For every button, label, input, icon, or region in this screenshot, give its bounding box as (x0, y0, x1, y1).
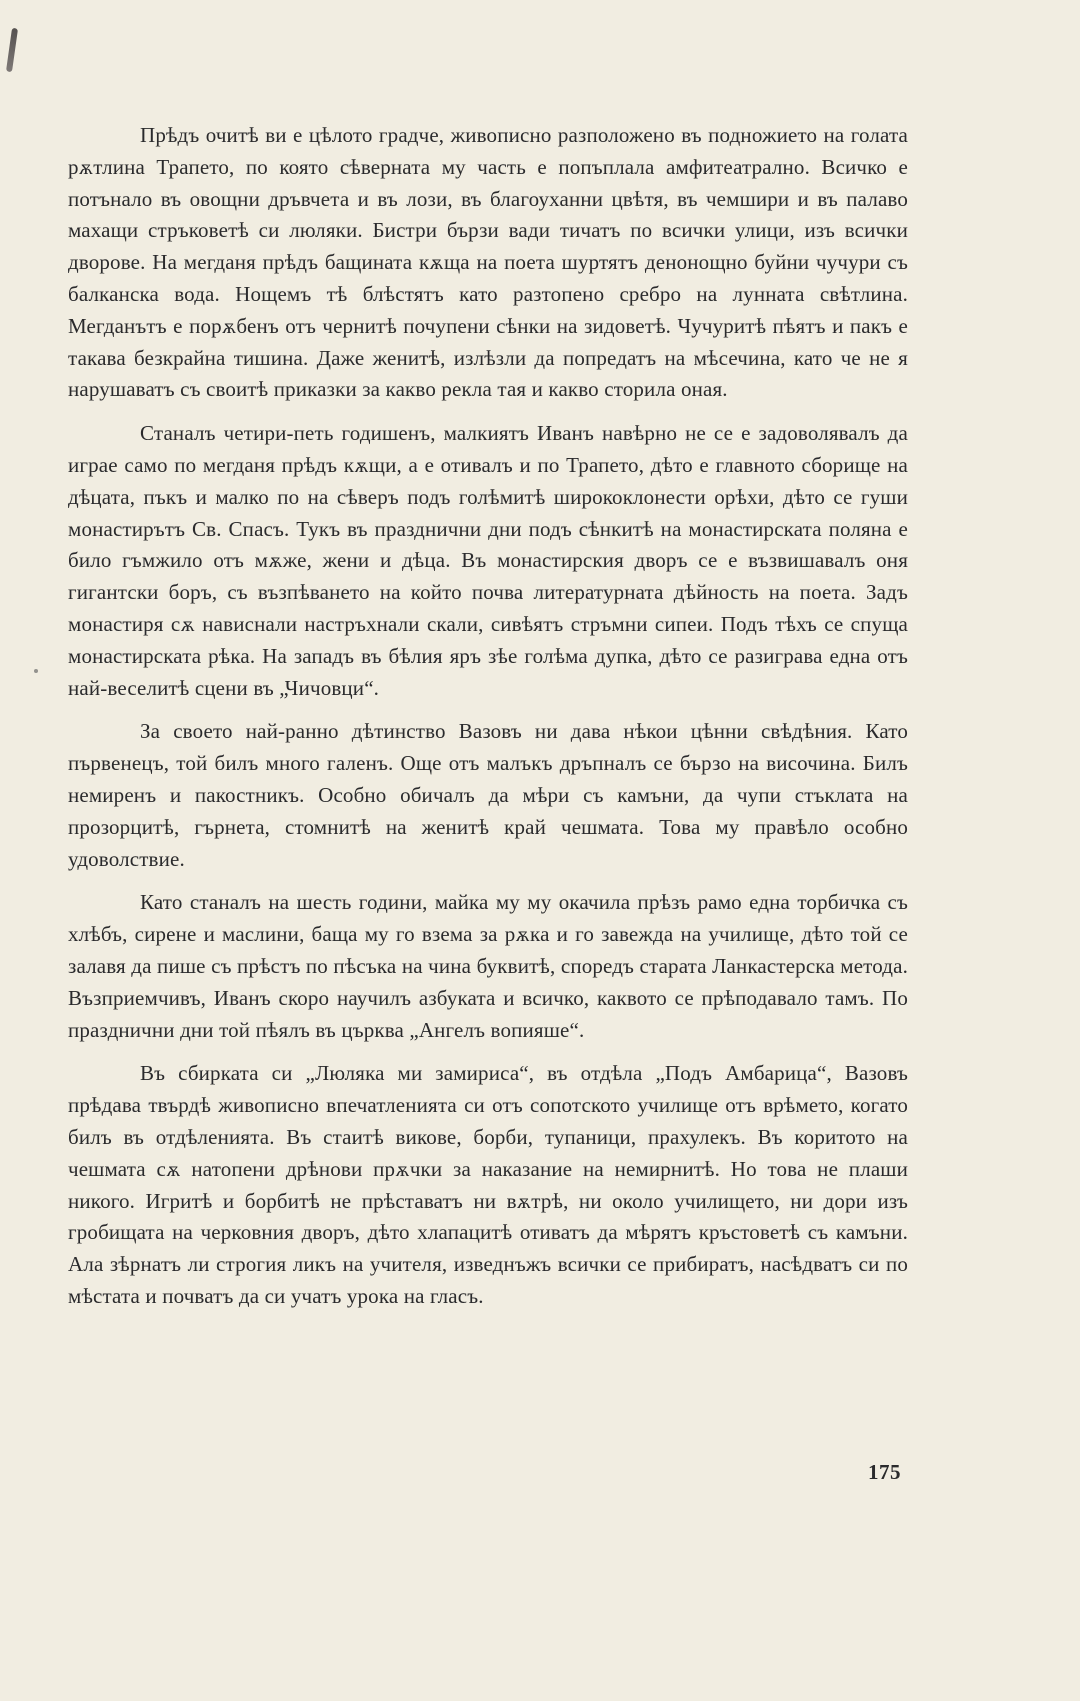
paragraph-3: За своето най-ранно дѣтинство Вазовъ ни дава нѣкои цѣнни свѣдѣния. Като първенецъ, той билъ много галенъ. Още отъ малъкъ дръпналъ се бързо на височина. Билъ немиренъ и пакостникъ. Особно обичалъ да мѣри съ камъни, да чупи стъклата на прозорцитѣ, гърнета, стомнитѣ на женитѣ край чешмата. Това му правѣло особно удоволствие. (68, 719, 908, 871)
margin-dot (34, 669, 38, 673)
body-text (68, 120, 908, 1325)
corner-ink-mark (6, 28, 18, 72)
page-number: 175 (868, 1460, 901, 1484)
paragraph-4: Като станалъ на шесть години, майка му му окачила прѣзъ рамо една торбичка съ хлѣбъ, сирене и маслини, баща му го взема за рѫка и го завежда на училище, дѣто той се залавя да пише съ прѣстъ по пѣсъка на чина буквитѣ, споредъ старата Ланкастерска метода. Възприемчивъ, Иванъ скоро научилъ азбуката и всичко, каквото се прѣподавало тамъ. По празднични дни той пѣялъ въ църква „Ангелъ вопияше“. (68, 890, 908, 1042)
paragraph-1: Прѣдъ очитѣ ви е цѣлото градче, живописно разположено въ подножието на голата рѫтлина Трапето, по която сѣверната му часть е попъплала амфитеатрално. Всичко е потънало въ овощни дръвчета и въ лози, въ благоуханни цвѣтя, въ чемшири и въ палаво махащи стръковетѣ си люляки. Бистри бързи вади тичатъ по всички улици, изъ всички дворове. На мегданя прѣдъ бащината кѫща на поета шуртятъ денонощно буйни чучури съ балканска вода. Нощемъ тѣ блѣстятъ като разтопено сребро на лунната свѣтлина. Мегданътъ е порѫбенъ отъ чернитѣ почупени сѣнки на зидоветѣ. Чучуритѣ пѣятъ и пакъ е такава безкрайна тишина. Даже женитѣ, излѣзли да попредатъ на мѣсечина, като че не я нарушаватъ съ своитѣ приказки за какво рекла тая и какво сторила оная. (68, 123, 908, 402)
paragraph-5: Въ сбирката си „Люляка ми замириса“, въ отдѣла „Подъ Амбарица“, Вазовъ прѣдава твърдѣ живописно впечатленията си отъ сопотското училище отъ врѣмето, когато билъ въ отдѣленията. Въ стаитѣ викове, борби, тупаници, прахулекъ. Въ коритото на чешмата сѫ натопени дрѣнови прѫчки за наказание на немирнитѣ. Но това не плаши никого. Игритѣ и борбитѣ не прѣставатъ ни вѫтрѣ, ни около училището, ни дори изъ гробищата на черковния дворъ, дѣто хлапацитѣ отиватъ да мѣрятъ кръстоветѣ съ камъни. Ала зѣрнатъ ли строгия ликъ на учителя, изведнъжъ всички се прибиратъ, насѣдватъ си по мѣстата и почватъ да си учатъ урока на гласъ. (68, 1061, 908, 1308)
paragraph-2: Станалъ четири-петь годишенъ, малкиятъ Иванъ навѣрно не се е задоволявалъ да играе само по мегданя прѣдъ кѫщи, а е отивалъ и по Трапето, дѣто е главното сборище на дѣцата, пъкъ и малко по на сѣверъ подъ голѣмитѣ ширококлонести орѣхи, дѣто се гуши монастирътъ Св. Спасъ. Тукъ въ празднични дни подъ сѣнкитѣ на монастирската поляна е било гъмжило отъ мѫже, жени и дѣца. Въ монастирския дворъ се е възвишавалъ оня гигантски боръ, съ възпѣването на който почва литературната дѣйность на поета. Задъ монастиря сѫ нависнали настръхнали скали, сивѣятъ стръмни сипеи. Подъ тѣхъ се спуща монастирската рѣка. На западъ въ бѣлия яръ зѣе голѣма дупка, дѣто се разиграва една отъ най-веселитѣ сцени въ „Чичовци“. (68, 421, 908, 700)
